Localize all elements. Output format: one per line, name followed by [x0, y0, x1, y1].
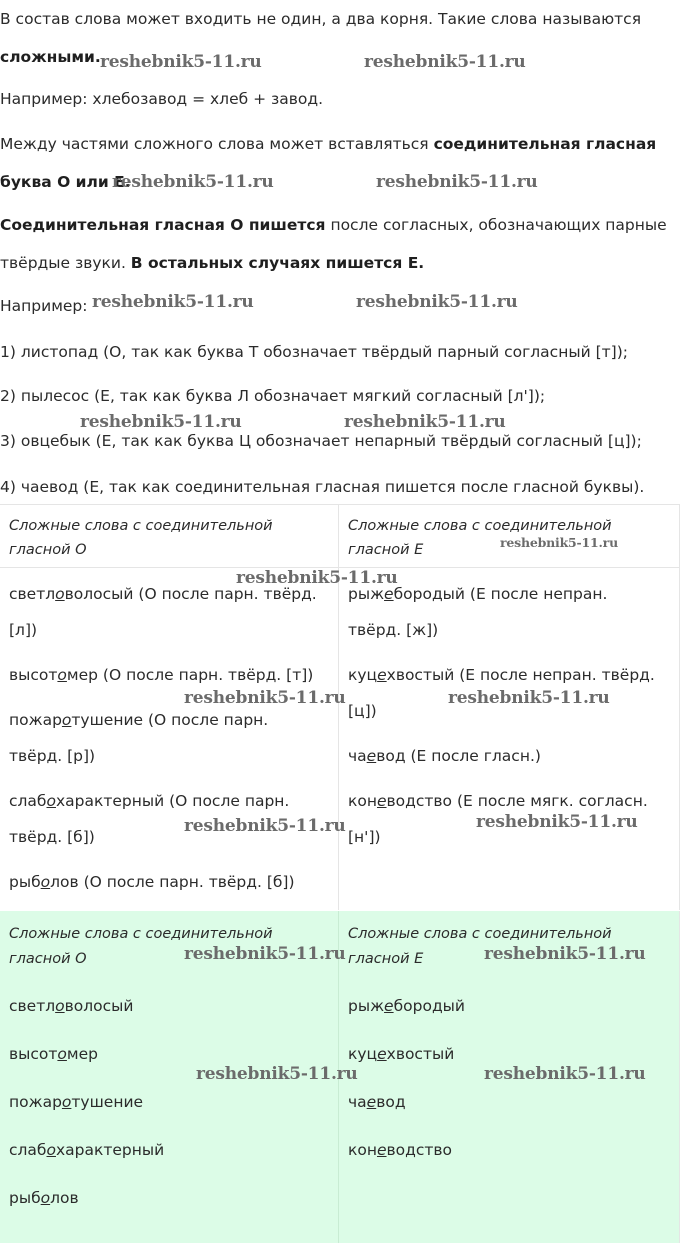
connecting-bold: соединительная гласная буква О или Е.	[0, 135, 657, 191]
watermark: reshebnik5-11.ru	[476, 812, 638, 832]
word-note: твёрд. [б])	[9, 828, 95, 846]
word-part: вод (Е после гласн.)	[376, 747, 541, 765]
word-part: тушение	[71, 1093, 144, 1111]
word-note: твёрд. [р])	[9, 747, 96, 765]
word-entry	[348, 1126, 679, 1174]
word-part: слаб	[9, 1141, 47, 1159]
word-part: мер	[66, 1045, 98, 1063]
example-item	[0, 333, 672, 371]
header-cell-o	[0, 911, 339, 980]
body-cell-e	[339, 980, 680, 1243]
example-item	[0, 468, 672, 506]
connecting-vowel: о	[57, 666, 67, 684]
word-part: характерный	[55, 1141, 165, 1159]
body-cell-o	[0, 568, 339, 910]
paragraph-intro	[0, 0, 672, 76]
table-words-only	[0, 911, 680, 1243]
word-entry	[9, 576, 338, 612]
word-entry	[9, 982, 338, 1030]
header-cell-e	[339, 911, 680, 980]
word-part: пожар	[9, 711, 62, 729]
connecting-vowel: е	[384, 997, 394, 1015]
word-note: твёрд. [ж])	[348, 621, 439, 639]
watermark: reshebnik5-11.ru	[500, 535, 618, 550]
word-part: бородый	[393, 997, 465, 1015]
word-entry	[348, 738, 679, 774]
rule-text: после согласных, обозначающих парные твёрдые звуки.	[0, 216, 667, 272]
connecting-vowel: е	[376, 792, 387, 810]
word-note: [л])	[9, 621, 38, 639]
connecting-vowel: е	[384, 585, 394, 603]
connecting-vowel: е	[377, 666, 387, 684]
word-part: ча	[348, 747, 367, 765]
watermark: reshebnik5-11.ru	[236, 568, 398, 588]
paragraph-rule	[0, 206, 672, 282]
word-entry	[348, 576, 679, 612]
connecting-vowel: о	[46, 1141, 56, 1159]
word-part: кон	[348, 1141, 377, 1159]
header-text: Сложные слова с соединительной	[9, 518, 273, 534]
for-example-text: Например:	[0, 297, 88, 315]
header-text: гласной О	[9, 951, 87, 967]
connecting-vowel: е	[366, 1093, 377, 1111]
word-entry	[9, 1174, 338, 1222]
connecting-vowel: о	[61, 1093, 72, 1111]
connecting-vowel: о	[46, 792, 56, 810]
watermark: reshebnik5-11.ru	[196, 1064, 358, 1084]
connecting-vowel: о	[40, 873, 51, 891]
connecting-vowel: е	[376, 1141, 387, 1159]
intro-text: В состав слова может входить не один, а два корня. Такие слова называются	[0, 10, 642, 28]
paragraph-connecting-vowel	[0, 125, 672, 201]
example-item-text: 2) пылесос (Е, так как буква Л обозначает мягкий согласный [л']);	[0, 387, 546, 405]
watermark: reshebnik5-11.ru	[448, 688, 610, 708]
word-part: характерный (О после парн.	[55, 792, 290, 810]
word-part: рыж	[348, 997, 385, 1015]
example-item-text: 1) листопад (О, так как буква Т обозначает твёрдый парный согласный [т]);	[0, 343, 628, 361]
word-part: куц	[348, 666, 378, 684]
header-text: Сложные слова с соединительной	[348, 926, 612, 942]
word-entry	[348, 1030, 679, 1078]
watermark: reshebnik5-11.ru	[80, 412, 242, 432]
word-part: высот	[9, 1045, 58, 1063]
header-cell-e	[339, 505, 680, 568]
watermark: reshebnik5-11.ru	[184, 688, 346, 708]
word-part: хвостый (Е после непран. твёрд.	[386, 666, 655, 684]
connecting-vowel: е	[377, 1045, 387, 1063]
watermark: reshebnik5-11.ru	[364, 52, 526, 72]
connecting-vowel: о	[55, 585, 65, 603]
example-item	[0, 377, 672, 415]
word-part: рыб	[9, 1189, 41, 1207]
word-part: высот	[9, 666, 58, 684]
word-entry	[9, 864, 338, 900]
word-entry	[9, 783, 338, 819]
connecting-vowel: е	[366, 747, 377, 765]
connecting-vowel: о	[57, 1045, 67, 1063]
word-part: куц	[348, 1045, 378, 1063]
watermark: reshebnik5-11.ru	[184, 944, 346, 964]
header-text: гласной Е	[348, 951, 424, 967]
watermark: reshebnik5-11.ru	[376, 172, 538, 192]
word-part: светл	[9, 997, 56, 1015]
word-part: вод	[376, 1093, 406, 1111]
header-text: Сложные слова с соединительной	[9, 926, 273, 942]
word-part: водство (Е после мягк. согласн.	[386, 792, 648, 810]
header-text: гласной Е	[348, 542, 424, 558]
table-body-row	[0, 568, 680, 910]
word-part: пожар	[9, 1093, 62, 1111]
header-text: Сложные слова с соединительной	[348, 518, 612, 534]
word-part: бородый (Е после непран.	[393, 585, 608, 603]
word-part: хвостый	[386, 1045, 455, 1063]
example-item-text: 3) овцебык (Е, так как буква Ц обозначает непарный твёрдый согласный [ц]);	[0, 432, 642, 450]
header-cell-o	[0, 505, 339, 568]
paragraph-example	[0, 80, 672, 118]
word-part: тушение (О после парн.	[71, 711, 269, 729]
intro-bold: сложными.	[0, 48, 101, 66]
table-explained	[0, 504, 680, 910]
word-note: [н'])	[348, 828, 381, 846]
word-entry	[348, 657, 679, 693]
word-part: рыж	[348, 585, 385, 603]
rule-bold-1: Соединительная гласная О пишется	[0, 216, 326, 234]
word-entry	[9, 657, 338, 693]
word-part: светл	[9, 585, 56, 603]
connecting-vowel: о	[55, 997, 65, 1015]
word-part: ча	[348, 1093, 367, 1111]
connecting-text: Между частями сложного слова может вставляться	[0, 135, 434, 153]
table-header-row	[0, 911, 680, 980]
word-part: волосый (О после парн. твёрд.	[64, 585, 317, 603]
connecting-vowel: о	[40, 1189, 51, 1207]
watermark: reshebnik5-11.ru	[484, 1064, 646, 1084]
word-part: мер (О после парн. твёрд. [т])	[66, 666, 314, 684]
watermark: reshebnik5-11.ru	[356, 292, 518, 312]
word-entry	[348, 783, 679, 819]
watermark: reshebnik5-11.ru	[184, 816, 346, 836]
table-body-row	[0, 980, 680, 1243]
example-item	[0, 422, 672, 460]
word-part: лов	[50, 1189, 79, 1207]
word-entry	[9, 1030, 338, 1078]
rule-bold-2: В остальных случаях пишется Е.	[130, 254, 425, 272]
word-note: [ц])	[348, 702, 377, 720]
body-cell-e	[339, 568, 680, 910]
watermark: reshebnik5-11.ru	[344, 412, 506, 432]
watermark: reshebnik5-11.ru	[112, 172, 274, 192]
word-entry	[9, 702, 338, 738]
word-part: кон	[348, 792, 377, 810]
table-header-row	[0, 505, 680, 568]
word-part: волосый	[64, 997, 134, 1015]
word-part: слаб	[9, 792, 47, 810]
watermark: reshebnik5-11.ru	[92, 292, 254, 312]
connecting-vowel: о	[61, 711, 72, 729]
example-text: Например: хлебозавод = хлеб + завод.	[0, 90, 324, 108]
paragraph-for-example	[0, 287, 672, 325]
header-text: гласной О	[9, 542, 87, 558]
body-cell-o	[0, 980, 339, 1243]
word-part: рыб	[9, 873, 41, 891]
example-item-text: 4) чаевод (Е, так как соединительная гласная пишется после гласной буквы).	[0, 478, 645, 496]
word-part: водство	[386, 1141, 453, 1159]
watermark: reshebnik5-11.ru	[100, 52, 262, 72]
word-entry	[348, 1078, 679, 1126]
word-part: лов (О после парн. твёрд. [б])	[50, 873, 295, 891]
word-entry	[9, 1126, 338, 1174]
word-entry	[9, 1078, 338, 1126]
word-entry	[348, 982, 679, 1030]
watermark: reshebnik5-11.ru	[484, 944, 646, 964]
